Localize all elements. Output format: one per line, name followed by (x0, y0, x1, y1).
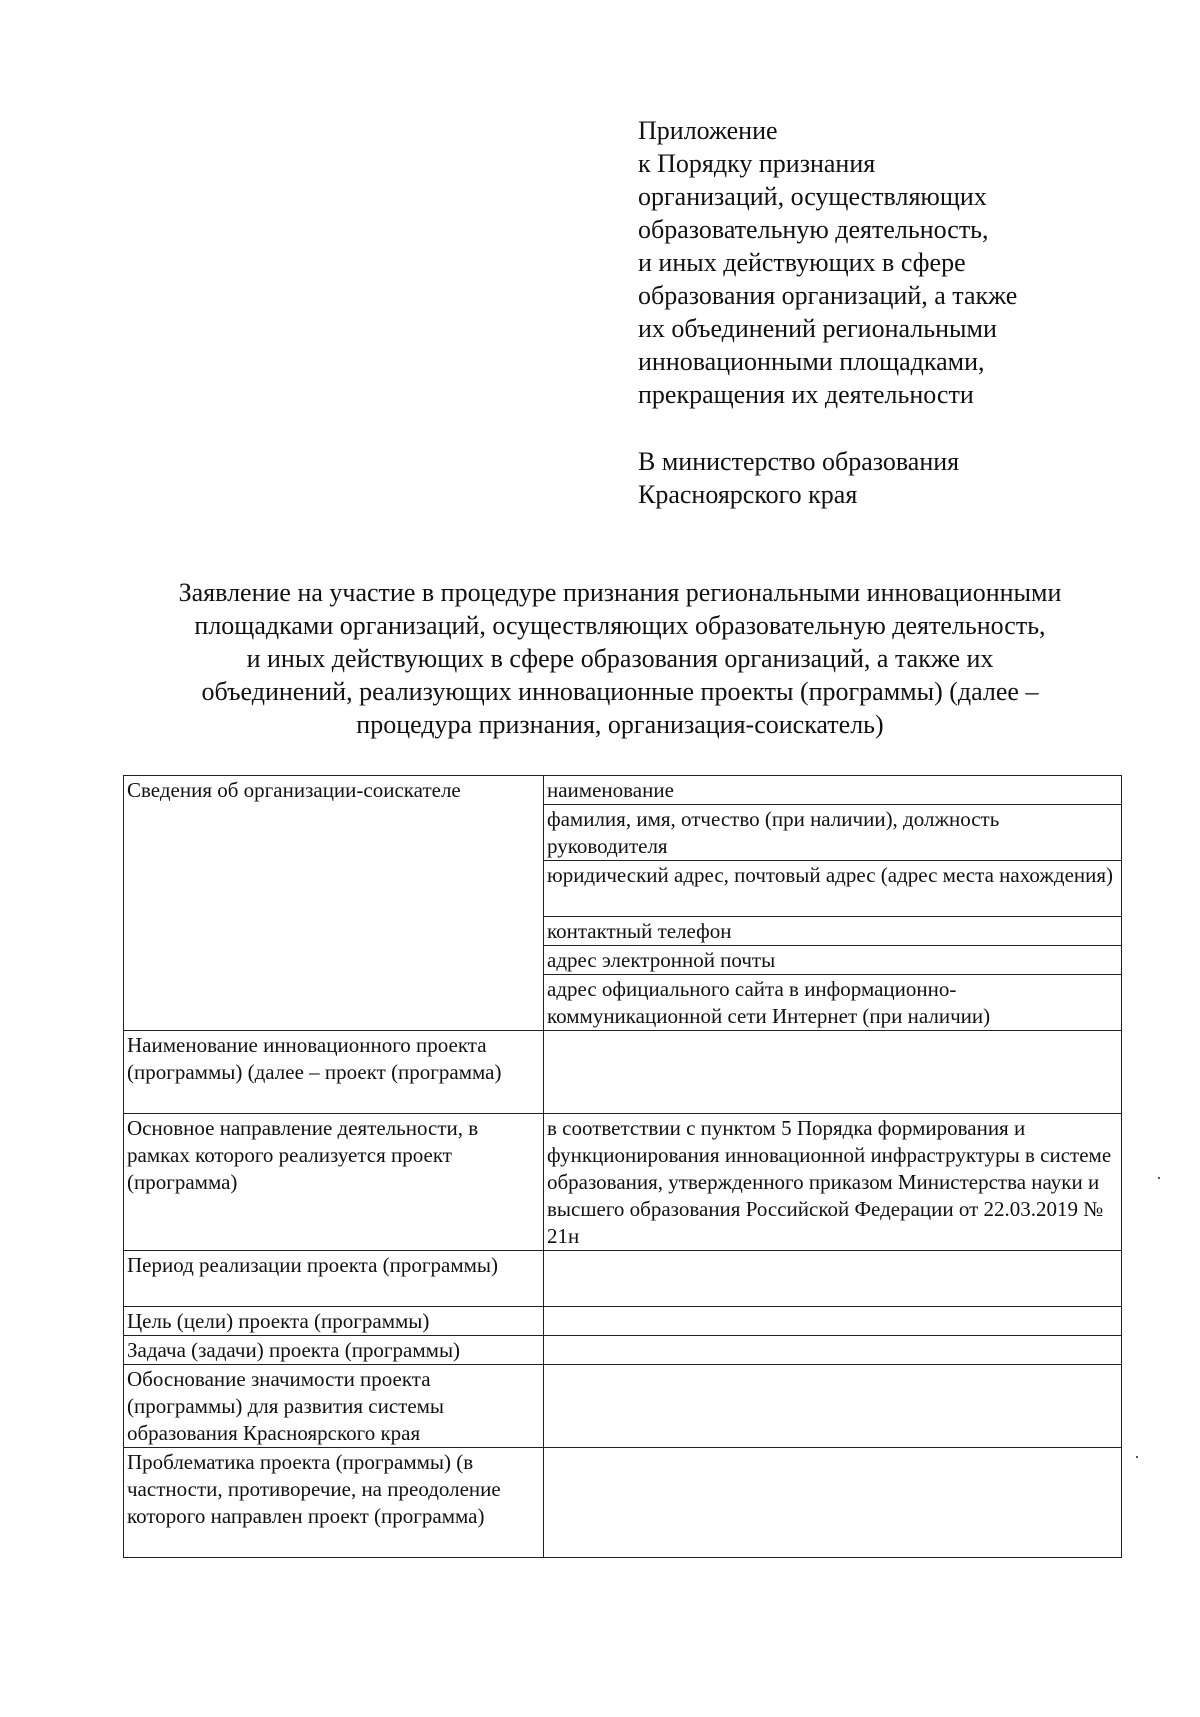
appendix-line: и иных действующих в сфере (638, 248, 966, 277)
row-value-cell: в соответствии с пунктом 5 Порядка формирования и функционирования инновационной инфраструктуры в системе образования, утвержденного приказом Министерства науки и высшего образования Российской Федерации от 22.03.2019 № 21н (544, 1114, 1122, 1251)
row-value-cell (544, 1336, 1122, 1365)
row-label-cell: Период реализации проекта (программы) (124, 1251, 544, 1307)
row-label-cell: Обоснование значимости проекта (программы) для развития системы образования Красноярского края (124, 1365, 544, 1448)
row-label-cell: Проблематика проекта (программы) (в частности, противоречие, на преодоление которого направлен проект (программа) (124, 1448, 544, 1558)
row-value-cell (544, 1448, 1122, 1558)
title-line: объединений, реализующих инновационные проекты (программы) (далее – (201, 677, 1039, 706)
table-row (124, 1114, 1122, 1251)
row-value-cell (544, 1251, 1122, 1307)
table-row (124, 1031, 1122, 1114)
appendix-line: прекращения их деятельности (638, 380, 974, 409)
row-label-cell: Задача (задачи) проекта (программы) (124, 1336, 544, 1365)
appendix-line: инновационными площадками, (638, 347, 985, 376)
org-field-cell: фамилия, имя, отчество (при наличии), должность руководителя (544, 805, 1122, 861)
row-label-cell: Наименование инновационного проекта (программы) (далее – проект (программа) (124, 1031, 544, 1114)
org-field-cell: адрес электронной почты (544, 946, 1122, 975)
recipient-block (638, 445, 1158, 511)
title-line: и иных действующих в сфере образования организаций, а также их (246, 644, 994, 673)
title-line: Заявление на участие в процедуре признания региональными инновационными (178, 578, 1062, 607)
appendix-block (638, 114, 1158, 411)
table-row (124, 776, 1122, 805)
document-title (110, 576, 1130, 741)
row-label-cell: Основное направление деятельности, в рамках которого реализуется проект (программа) (124, 1114, 544, 1251)
table-row (124, 1365, 1122, 1448)
row-label-cell: Цель (цели) проекта (программы) (124, 1307, 544, 1336)
org-field-cell: контактный телефон (544, 917, 1122, 946)
row-value-cell (544, 1031, 1122, 1114)
org-field-cell: наименование (544, 776, 1122, 805)
appendix-line: образования организаций, а также (638, 281, 1018, 310)
title-line: процедура признания, организация-соискатель) (356, 710, 884, 739)
org-info-label-cell: Сведения об организации-соискателе (124, 776, 544, 1031)
appendix-line: к Порядку признания (638, 149, 876, 178)
appendix-line: их объединений региональными (638, 314, 997, 343)
table-row (124, 1448, 1122, 1558)
table-row (124, 1307, 1122, 1336)
org-field-cell: адрес официального сайта в информационно-коммуникационной сети Интернет (при наличии) (544, 975, 1122, 1031)
table-row (124, 1336, 1122, 1365)
row-value-cell (544, 1365, 1122, 1448)
row-value-cell (544, 1307, 1122, 1336)
appendix-line: организаций, осуществляющих (638, 182, 987, 211)
appendix-line: Приложение (638, 116, 778, 145)
table-row (124, 1251, 1122, 1307)
org-field-cell: юридический адрес, почтовый адрес (адрес места нахождения) (544, 861, 1122, 917)
recipient-line: В министерство образования (638, 447, 960, 476)
scan-speck (1136, 1456, 1138, 1458)
title-line: площадками организаций, осуществляющих образовательную деятельность, (194, 611, 1046, 640)
recipient-line: Красноярского края (638, 480, 858, 509)
application-form-table (123, 775, 1122, 1558)
scan-speck (1158, 1177, 1160, 1179)
appendix-line: образовательную деятельность, (638, 215, 989, 244)
